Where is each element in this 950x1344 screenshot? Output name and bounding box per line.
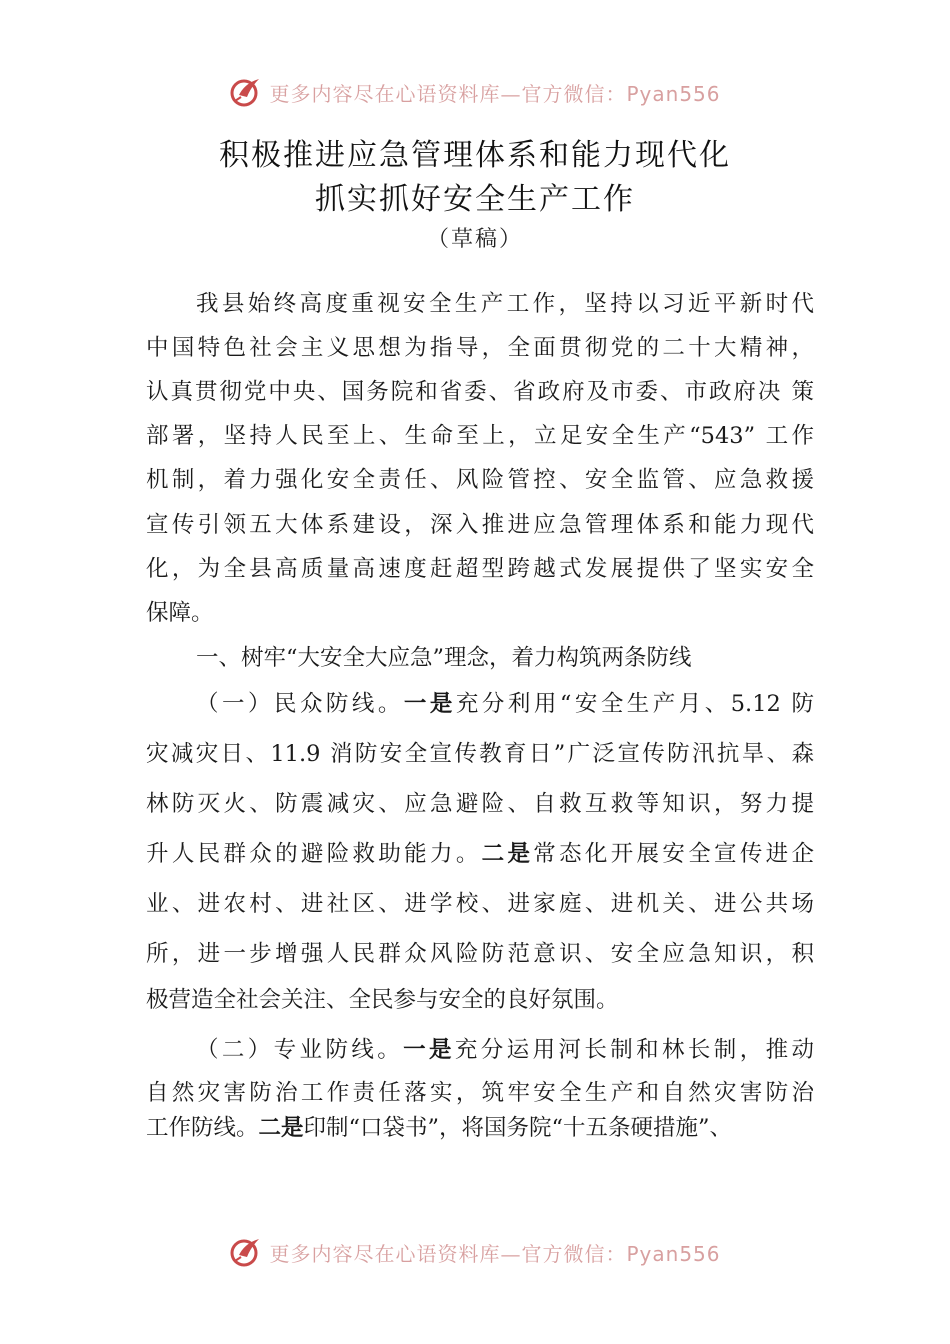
watermark-text: 更多内容尽在心语资料库—官方微信：Pyan556	[269, 81, 721, 106]
paragraph-1-line: 我县始终高度重视安全生产工作，坚持以习近平新时代	[196, 291, 814, 317]
paragraph-1-line: 化，为全县高质量高速度赶超型跨越式发展提供了坚实安全	[146, 556, 814, 582]
paragraph-2-line: 所，进一步增强人民群众风险防范意识、安全应急知识，积	[146, 941, 814, 967]
paragraph-1-line: 认真贯彻党中央、国务院和省委、省政府及市委、市政府决 策	[146, 379, 814, 405]
watermark-text: 更多内容尽在心语资料库—官方微信：Pyan556	[269, 1241, 721, 1266]
paragraph-1-line: 宣传引领五大体系建设，深入推进应急管理体系和能力现代	[146, 512, 814, 538]
emphasis-label: 二是	[258, 1115, 304, 1141]
paragraph-1-line: 保障。	[146, 600, 214, 626]
emphasis-label: 一是	[403, 691, 456, 717]
watermark-logo-icon	[229, 75, 263, 109]
paragraph-3-line: （二）专业防线。一是充分运用河长制和林长制，推动	[196, 1037, 814, 1063]
paragraph-1-line: 部署，坚持人民至上、生命至上，立足安全生产“543” 工作	[146, 423, 814, 449]
emphasis-label: 一是	[403, 1037, 455, 1063]
document-subtitle: （草稿）	[426, 227, 523, 252]
paragraph-2-line: 业、进农村、进社区、进学校、进家庭、进机关、进公共场	[146, 891, 814, 917]
document-title-line2: 抓实抓好安全生产工作	[315, 182, 635, 217]
paragraph-2-line: （一）民众防线。一是充分利用“安全生产月、5.12 防	[196, 691, 814, 717]
paragraph-2-line: 升人民群众的避险救助能力。二是常态化开展安全宣传进企	[146, 841, 814, 867]
paragraph-2-line: 林防灭火、防震减灾、应急避险、自救互救等知识，努力提	[146, 791, 814, 817]
section-heading-1: 一、树牢“大安全大应急”理念，着力构筑两条防线	[196, 645, 692, 671]
watermark-banner-top	[0, 72, 950, 112]
paragraph-3-line: 工作防线。二是印制“口袋书”，将国务院“十五条硬措施”、	[146, 1115, 733, 1141]
paragraph-2-line: 极营造全社会关注、全民参与安全的良好氛围。	[146, 987, 619, 1013]
paragraph-2-line: 灾减灾日、11.9 消防安全宣传教育日”广泛宣传防汛抗旱、森	[146, 741, 814, 767]
paragraph-1-line: 中国特色社会主义思想为指导，全面贯彻党的二十大精神，	[146, 335, 814, 361]
watermark-banner-bottom	[0, 1232, 950, 1272]
emphasis-label: 二是	[481, 841, 534, 867]
watermark-logo-icon	[229, 1235, 263, 1269]
paragraph-1-line: 机制，着力强化安全责任、风险管控、安全监管、应急救援	[146, 467, 814, 493]
paragraph-3-line: 自然灾害防治工作责任落实，筑牢安全生产和自然灾害防治	[146, 1080, 814, 1106]
document-title-line1: 积极推进应急管理体系和能力现代化	[219, 138, 731, 173]
